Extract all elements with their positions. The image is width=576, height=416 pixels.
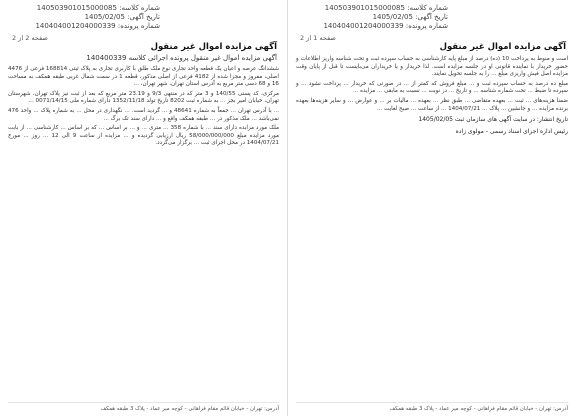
paragraph: مبلغ ده درصد به حساب سپرده ثبت و ... مبلغ فروش که کمتر از ... در صورتی که خریدار ... پرداخت نشود ... و سپرده تا ضبط ... تحت شماره شناسه ... و تاریخ ... در نوبت ... نسبت به مابقی ... مزایده ... <box>296 80 568 95</box>
paragraph: ملک مورد مزایده دارای سند ... با شماره 358 ... متری ... و ... بر اساس ... که بر اساس ... کارشناسی ... از بابت مورد مزایده مبلغ 58/000/000/000 ریال ارزیابی گردیده و ... مزایده از ساعت 9 الی 12 ... روز ... مورخ 1404/07/21 در محل اجرای ثبت ... برگزار می‌گردد. <box>8 125 279 147</box>
address-footer: آدرس: تهران - خیابان قائم مقام فراهانی - کوچه میر عماد - پلاک 3 طبقه همکف <box>8 402 279 412</box>
page-meta <box>298 4 448 31</box>
notice-date: تاریخ آگهی: 1405/02/05 <box>372 13 448 21</box>
paragraph: ضمنا هزینه‌های ... ثبت ... بعهده متقاضی ... طبق نظر ... بعهده ... مالیات بر ... و عوارض ... و سایر هزینه‌ها بعهده برنده مزایده ... و جانشین ... پلاک ... 1404/07/21 ... از ساعت ... صبح لغایت ... <box>296 97 568 112</box>
document-page-1 <box>288 0 576 416</box>
page-number: صفحه 2 از 2 <box>12 34 48 42</box>
address-footer: آدرس: تهران - خیابان قائم مقام فراهانی - کوچه میر عماد - پلاک 3 طبقه همکف <box>296 402 568 412</box>
page-meta <box>10 4 160 31</box>
notice-body <box>8 66 279 150</box>
page-number: صفحه 1 از 2 <box>300 34 336 42</box>
case-number: شماره پرونده: 140404001204000339 <box>323 22 448 30</box>
case-code: شماره کلاسه: 140503901015000085 <box>324 4 448 12</box>
notice-date: تاریخ آگهی: 1405/02/05 <box>84 13 160 21</box>
page-title: آگهی مزایده اموال غیر منقول <box>150 42 277 52</box>
paragraph: است و منوط به پرداخت 10 (ده) درصد از مبلغ پایه کارشناسی به حساب سپرده ثبت و تحت شناسه واریز اطلاعات و حضور خریدار با نماینده قانونی او در جلسه مزایده است. لذا خریدار و یا خریداران می‌بایست تا قبل از پایان وقت مزایده اصل فیش واریزی مبلغ ... را به جلسه تحویل نمایند. <box>296 56 568 78</box>
paragraph: ... با آدرس تهران ... جمعاً به شماره 48641 و ... گردید است. ... نگهداری در محل ... به شماره پلاک ... واحد 476 نمی‌باشد ... ملک مذکور در ... طبقه همکف واقع و ... دارای سند تک برگ ... <box>8 107 279 122</box>
page-subtitle: آگهی مزایده اموال غیر منقول پرونده اجرائی کلاسه 140400339 <box>86 54 277 62</box>
notice-body <box>296 56 568 136</box>
publication-notice: تاریخ انتشار: در سایت آگهی های سازمان ثبت 1405/02/05 <box>418 116 568 124</box>
signature-line: رئیس اداره اجرای اسناد رسمی - مولوی زاده <box>455 128 568 136</box>
page-title: آگهی مزایده اموال غیر منقول <box>439 42 566 52</box>
case-number: شماره پرونده: 140404001204000339 <box>35 22 160 30</box>
case-code: شماره کلاسه: 140503901015000085 <box>36 4 160 12</box>
paragraph: ششدانگ عرصه و اعیان یک قطعه واحد تجاری نوع ملک طلق با کاربری تجاری به پلاک ثبتی 168814 فرعی از 4476 اصلی، مفروز و مجزا شده از 4182 فرعی از اصلی مذکور، قطعه 1 در سمت شمال غربی طبقه همکف به مساحت 16 و 68 دسی متر مربع به آدرس استان تهران، شهر تهران، ... <box>8 66 279 88</box>
paragraph: مرکزی، کد پستی 140/55 و 3 متر که در منتهی 9/3 و 23.19 متر مربع که بعد از ثبت نیز پلاک تهران، شهرستان تهران، خیابان امیر بجز ... به شماره ثبت 8202 تاریخ تولد 1352/11/18 دارای شماره ملی 0071/14/15 ... <box>8 90 279 105</box>
